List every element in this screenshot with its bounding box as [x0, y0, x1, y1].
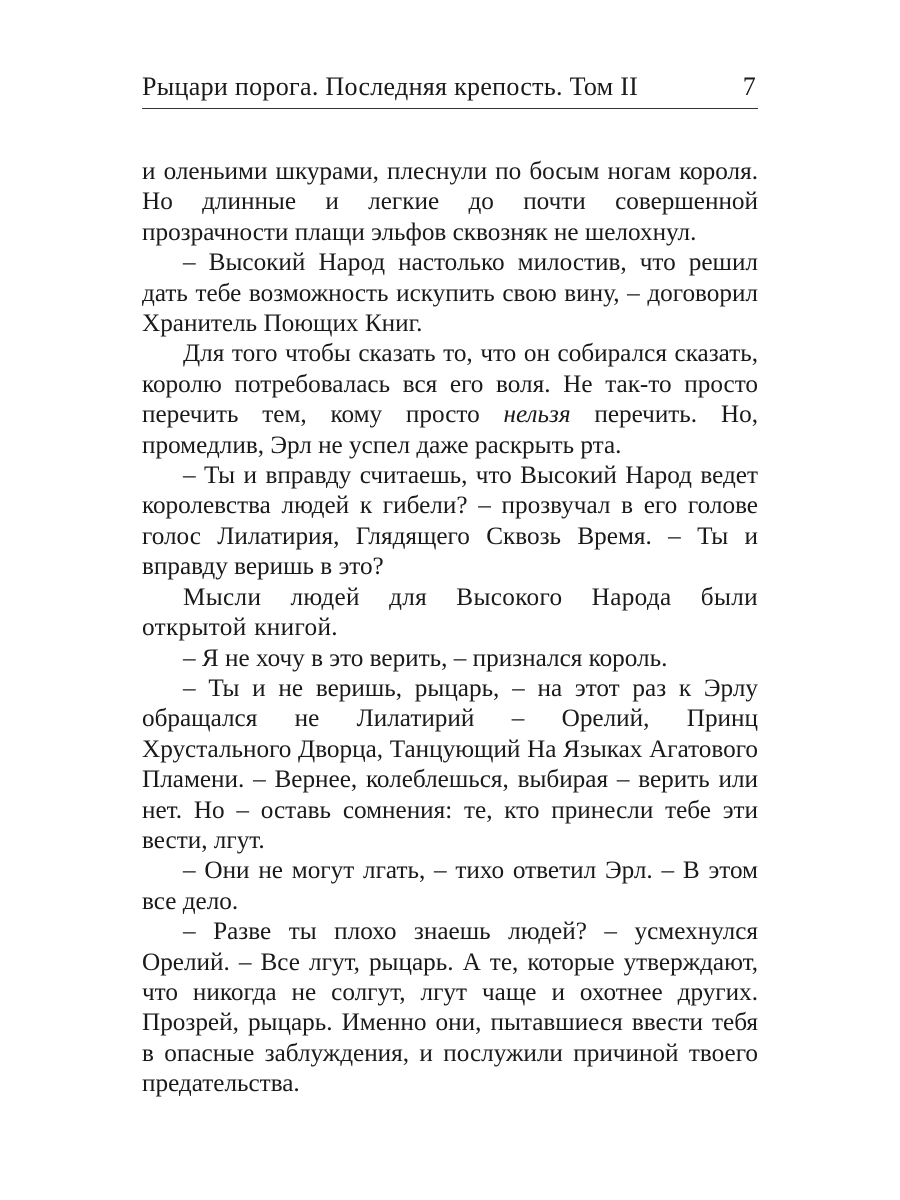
running-header	[142, 72, 758, 109]
paragraph-1: и оленьими шкурами, плеснули по босым ногам короля. Но длинные и легкие до почти совершенной прозрачности плащи эльфов сквозняк не шелохнул.	[142, 158, 758, 246]
page-number: 7	[742, 72, 756, 101]
body-text	[142, 157, 758, 1100]
running-title: Рыцари порога. Последняя крепость. Том II	[142, 72, 639, 101]
paragraph-3-text-before: Для того чтобы сказать то, что он собирался сказать, королю потребовалась вся его воля. Не так-то просто перечить тем, кому просто	[142, 340, 758, 429]
paragraph-8: – Они не могут лгать, – тихо ответил Эрл. – В этом все дело.	[142, 857, 758, 915]
paragraph-7: – Ты и не веришь, рыцарь, – на этот раз к Эрлу обращался не Лилатирий – Орелий, Принц Хрустального Дворца, Танцующий На Языках Агатового Пламени. – Вернее, колеблешься, выбирая – верить или нет. Но – оставь сомнения: те, кто принесли тебе эти вести, лгут.	[142, 674, 758, 854]
paragraph-6: – Я не хочу в это верить, – признался король.	[183, 644, 668, 672]
paragraph-3-text-after: перечить. Но, промедлив, Эрл не успел даже раскрыть рта.	[142, 401, 758, 459]
emphasized-word: нельзя	[503, 401, 571, 429]
paragraph-5: Мысли людей для Высокого Народа были открытой книгой.	[142, 583, 758, 642]
paragraph-3	[142, 339, 758, 461]
paragraph-4: – Ты и вправду считаешь, что Высокий Народ ведет королевства людей к гибели? – прозвучал в его голове голос Лилатирия, Глядящего Сквозь Время. – Ты и вправду веришь в это?	[142, 462, 758, 581]
paragraph-2: – Высокий Народ настолько милостив, что решил дать тебе возможность искупить свою вину, – договорил Хранитель Поющих Книг.	[142, 249, 758, 338]
book-page	[142, 72, 758, 1100]
paragraph-9: – Разве ты плохо знаешь людей? – усмехнулся Орелий. – Все лгут, рыцарь. А те, которые утверждают, что никогда не солгут, лгут чаще и охотнее других. Прозрей, рыцарь. Именно они, пытавшиеся ввести тебя в опасные заблуждения, и послужили причиной твоего предательства.	[142, 918, 758, 1098]
